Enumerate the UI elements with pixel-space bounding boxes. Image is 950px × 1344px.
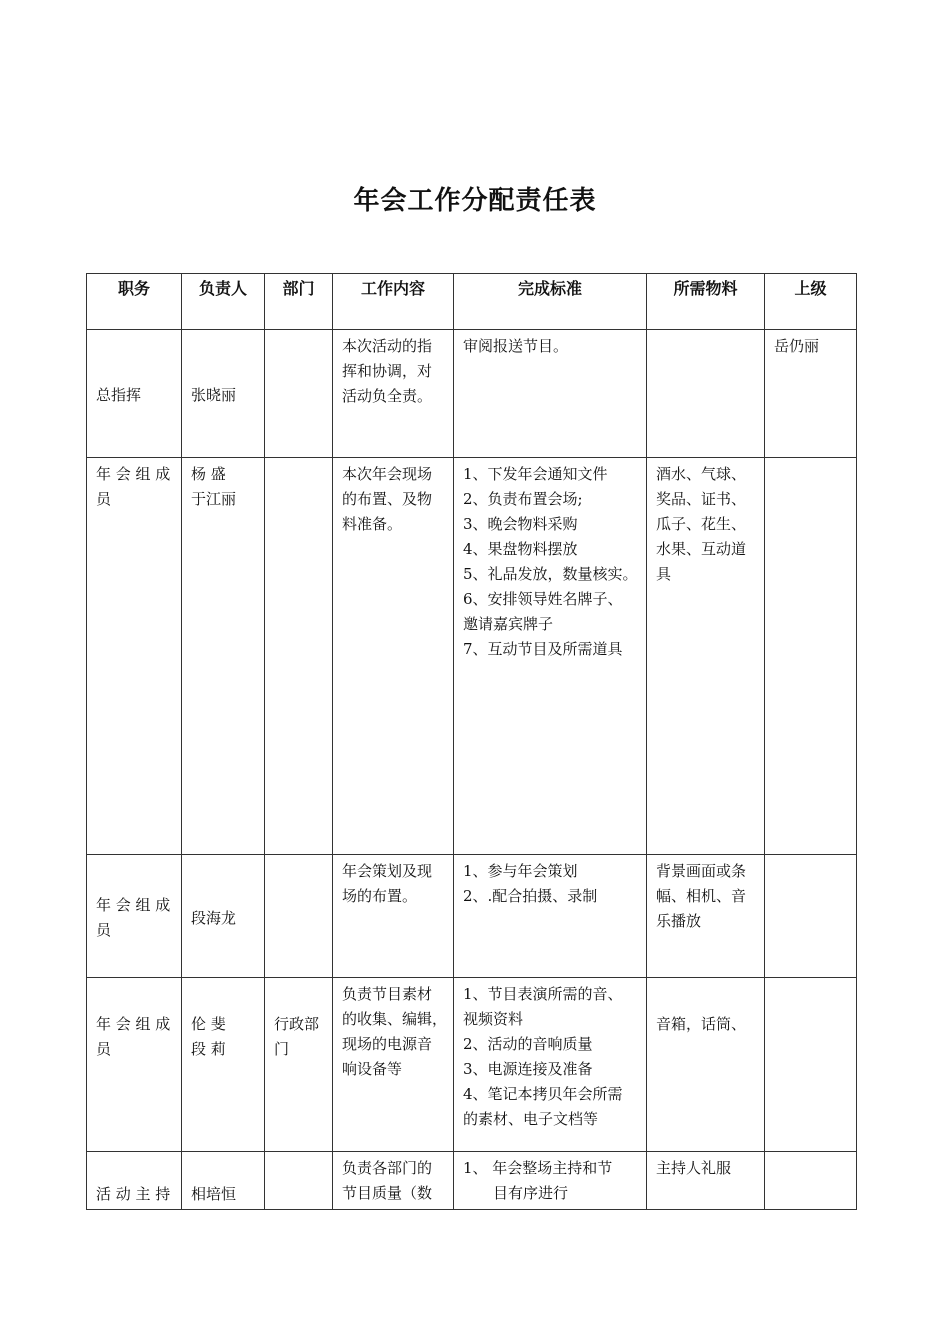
person-cell: 相培恒 [182, 1152, 265, 1210]
role-cell: 年 会 组 成 员 [87, 855, 182, 978]
dept-cell [265, 330, 333, 458]
standard-cell: 1、节目表演所需的音、 视频资料 2、活动的音响质量 3、电源连接及准备 4、笔记本拷贝年会所需 的素材、电子文档等 [454, 978, 647, 1152]
table-row [87, 458, 857, 855]
role-cell: 年 会 组 成 员 [87, 458, 182, 855]
materials-cell [647, 330, 765, 458]
role-cell: 活 动 主 持 [87, 1152, 182, 1210]
header-materials: 所需物料 [647, 274, 765, 330]
dept-cell [265, 855, 333, 978]
header-row [87, 274, 857, 330]
role-cell: 年 会 组 成 员 [87, 978, 182, 1152]
content-cell: 本次年会现场 的布置、及物 料准备。 [333, 458, 454, 855]
content-cell: 负责各部门的 节目质量（数 [333, 1152, 454, 1210]
superior-cell [765, 458, 857, 855]
page-title: 年会工作分配责任表 [353, 186, 597, 216]
person-cell: 张晓丽 [182, 330, 265, 458]
dept-cell [265, 1152, 333, 1210]
header-person: 负责人 [182, 274, 265, 330]
materials-cell: 主持人礼服 [647, 1152, 765, 1210]
materials-cell: 背景画面或条 幅、相机、音 乐播放 [647, 855, 765, 978]
role-cell: 总指挥 [87, 330, 182, 458]
standard-cell: 1、参与年会策划 2、.配合拍摄、录制 [454, 855, 647, 978]
header-role: 职务 [87, 274, 182, 330]
header-dept: 部门 [265, 274, 333, 330]
responsibility-table [86, 273, 857, 1210]
person-cell: 段海龙 [182, 855, 265, 978]
person-cell: 伦 斐 段 莉 [182, 978, 265, 1152]
standard-cell: 审阅报送节目。 [454, 330, 647, 458]
content-cell: 负责节目素材 的收集、编辑， 现场的电源音 响设备等 [333, 978, 454, 1152]
table-row [87, 1152, 857, 1210]
person-cell: 杨 盛 于江丽 [182, 458, 265, 855]
superior-cell [765, 1152, 857, 1210]
dept-cell: 行政部 门 [265, 978, 333, 1152]
standard-cell: 1、 年会整场主持和节 目有序进行 [454, 1152, 647, 1210]
header-standard: 完成标准 [454, 274, 647, 330]
table-row [87, 330, 857, 458]
dept-cell [265, 458, 333, 855]
superior-cell [765, 978, 857, 1152]
header-content: 工作内容 [333, 274, 454, 330]
table-row [87, 978, 857, 1152]
materials-cell: 酒水、气球、 奖品、证书、 瓜子、花生、 水果、互动道 具 [647, 458, 765, 855]
standard-cell: 1、下发年会通知文件 2、负责布置会场; 3、晚会物料采购 4、果盘物料摆放 5、礼品发放，数量核实。 6、安排领导姓名牌子、 邀请嘉宾牌子 7、互动节目及所需道具 [454, 458, 647, 855]
superior-cell [765, 855, 857, 978]
superior-cell: 岳仍丽 [765, 330, 857, 458]
header-superior: 上级 [765, 274, 857, 330]
content-cell: 年会策划及现 场的布置。 [333, 855, 454, 978]
materials-cell: 音箱，话筒、 [647, 978, 765, 1152]
content-cell: 本次活动的指 挥和协调，对 活动负全责。 [333, 330, 454, 458]
table-row [87, 855, 857, 978]
